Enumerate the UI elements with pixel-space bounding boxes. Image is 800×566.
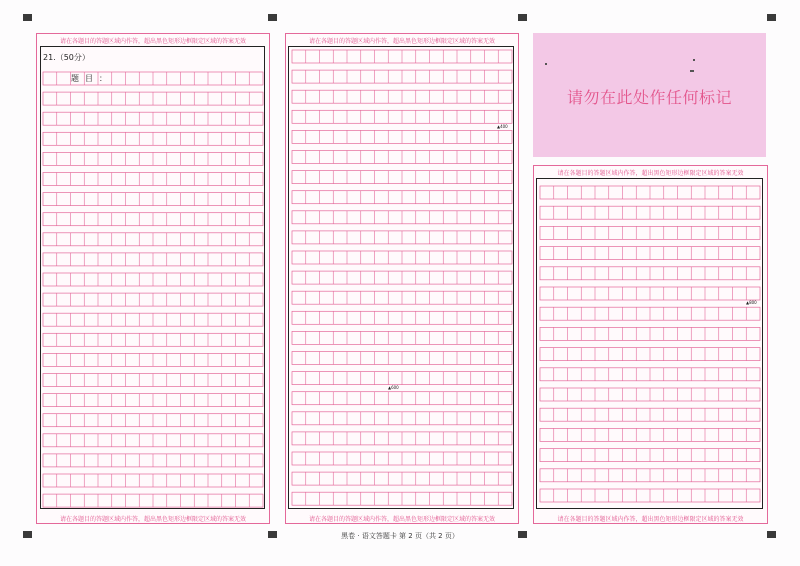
grid-row (540, 388, 760, 401)
grid-row (540, 307, 760, 320)
grid-row (540, 327, 760, 340)
grid-row (540, 449, 760, 462)
question-number[interactable]: 21.（50分） (43, 53, 90, 62)
grid-row (540, 348, 760, 361)
grid-row (540, 186, 760, 199)
grid-row (540, 408, 760, 421)
grid-row (540, 206, 760, 219)
title-label-2: 目 (85, 74, 93, 83)
title-label-1: 题 (71, 74, 79, 83)
word-count-marker-800: ▲800 (746, 300, 757, 305)
notice-bottom-right: 请在各题目的答题区域内作答，超出黑色矩形边框限定区域的答案无效 (557, 516, 744, 523)
grid-row (540, 368, 760, 381)
grid-row (540, 489, 760, 502)
title-colon: ： (99, 74, 107, 83)
grid-row (540, 247, 760, 260)
notice-bottom-middle: 请在各题目的答题区域内作答，超出黑色矩形边框限定区域的答案无效 (308, 516, 495, 523)
grid-row (540, 428, 760, 441)
grid-row (540, 267, 760, 280)
grid-row (540, 226, 760, 239)
no-marking-text: 请勿在此处作任何标记 (566, 88, 732, 107)
notice-top-right: 请在各题目的答题区域内作答，超出黑色矩形边框限定区域的答案无效 (557, 170, 744, 177)
notice-bottom-left: 请在各题目的答题区域内作答，超出黑色矩形边框限定区域的答案无效 (59, 516, 246, 523)
word-count-marker-400: ▲400 (497, 124, 508, 129)
grid-row (540, 469, 760, 482)
word-count-marker-600: ▲600 (388, 385, 399, 390)
notice-top-middle: 请在各题目的答题区域内作答，超出黑色矩形边框限定区域的答案无效 (308, 38, 495, 45)
notice-top-left: 请在各题目的答题区域内作答，超出黑色矩形边框限定区域的答案无效 (59, 38, 246, 45)
grid-row (540, 287, 760, 300)
page-footer: 黑卷 · 语文答题卡 第 2 页（共 2 页） (341, 532, 459, 540)
